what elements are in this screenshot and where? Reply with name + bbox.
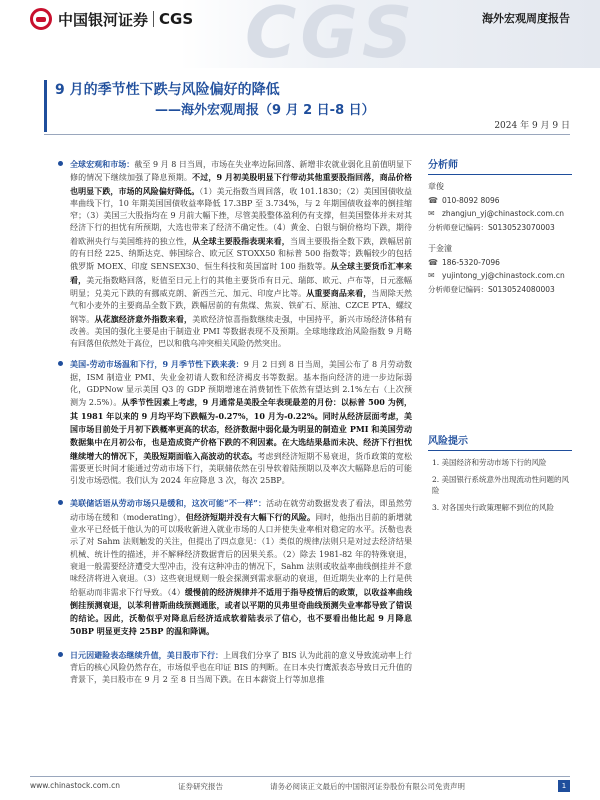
logo-cn-text: 中国银河证券 xyxy=(58,10,149,29)
page-number: 1 xyxy=(558,780,570,792)
bullet-icon xyxy=(58,361,63,366)
section-us-labor xyxy=(70,358,412,487)
analyst-email[interactable]: ✉ zhangjun_yj@chinastock.com.cn xyxy=(428,209,565,218)
main-content xyxy=(70,158,412,695)
title-divider xyxy=(44,134,570,135)
section-text: 考虑到经济短期不易衰退，货币政策的宽松需要更长时间才能通过劳动市场下行，美联储依然在引导软着陆预期以及率次大幅降息后的可能引发市场恐慌。我们认为 2024 年应降息 3 次，每次 25BP。 xyxy=(70,451,413,486)
analyst-phone: ☎ 186-5320-7096 xyxy=(428,258,500,267)
footer-label: 证券研究报告 xyxy=(178,782,223,791)
section-bold: 从全球主要股指表现来看， xyxy=(192,235,290,246)
section-global-macro xyxy=(70,158,412,350)
bullet-icon xyxy=(58,652,63,657)
section-text: 美元指数略回落，贬值至日元上行的其他主要货币有日元、瑞郎、欧元、卢布等，日元涨幅明显；兑美元下跌的有挪威克朗、新西兰元、加元、印度卢比等。 xyxy=(70,275,412,298)
brand-logo xyxy=(30,8,193,30)
risk-heading: 风险提示 xyxy=(428,432,572,451)
section-bold: 缓慢前的经济规律并不适用于指导疫情后的政策，以收益率曲线倒挂预测衰退，以苯利普斯曲线预测通胀，或者以平期的贝弗里奇曲线预测失业率都导致了错误的结论。因此，沃勒似乎对降息后经济适成软着陆表示了信心，也不要看出他比起 9 月降息 50BP 明显更支持 25BP 的温和降调。 xyxy=(70,586,412,637)
page-header xyxy=(0,0,600,68)
section-text: （1）美元指数当周回落，收 101.1830；（2）美国国债收益率曲线下行，10 年期美国国债收益率降低 17.3BP 至 3.734%，与 2 年期国债收益率的倒挂缩窄；（3）美国三大股指均在 9 月前大幅下挫，尽管美股整体盈利仍有支撑，但美国整体并未对其经济下行的担忧有所预期，大选也带来了经济不确定性。（4）黄金、白银与铜价格均下跌，期待着欧洲央行与美国维持的独立性， xyxy=(70,186,412,246)
logo-en-text: CGS xyxy=(159,10,194,28)
analyst-name: 章俊 xyxy=(428,182,444,191)
section-text: 美欧经济惊喜指数继续走强，中国持平，新兴市场经济体稍有改善。美国的强化主要是由于制造业 PMI 等数据表现不及预期。全球地缘政治风险指数 9 月略有回落但依然处于高位，巴以和俄乌冲突相关风险仍然突出。 xyxy=(70,314,413,349)
analyst-heading: 分析师 xyxy=(428,156,572,175)
risk-item: 1. 美国经济和劳动市场下行的风险 xyxy=(432,458,547,467)
logo-icon xyxy=(30,8,52,30)
section-lead: 美联储话语从劳动市场只是缓和，这次可能“不一样”： xyxy=(70,498,267,509)
risk-panel xyxy=(428,432,572,519)
phone-icon: ☎ xyxy=(428,196,438,205)
footer-url[interactable]: www.chinastock.com.cn xyxy=(30,781,120,790)
section-lead: 美国-劳动市场温和下行，9 月季节性下跌来袭： xyxy=(70,359,244,370)
risk-item: 3. 对各国央行政策理解不到位的风险 xyxy=(432,503,555,512)
section-text: 同时，他指出目前的新增就业水平已经低于他认为的可以吸收新进入就业市场的人口并使失业率相对稳定的水平。沃勒也表示了对 Sahm 法则触发的关注，但提出了四点意见：（1）类似的规律/法则只是对过去经济结果机械、统计性的描述，并不解释经济数据背后的因果关系。（2）除去 1981-82 年的特殊衰退，衰退一般需要经济遭受大型冲击，没有这种冲击的情况下，Sahm 法则或收益率曲线倒挂并不意味经济将进入衰退。（3）这些衰退规则一般会探测到需求驱动的衰退，但近期失业率的上行是供给驱动而非需求下行导致。（4） xyxy=(70,512,412,597)
logo-separator xyxy=(153,11,154,27)
section-lead: 全球宏观和市场： xyxy=(70,159,135,169)
analyst-card xyxy=(428,243,572,295)
phone-icon: ☎ xyxy=(428,258,438,267)
section-bold: 从花旗经济意外指数来看， xyxy=(94,313,193,324)
bullet-icon xyxy=(58,161,63,166)
section-bold: 但经济短期并没有大幅下行的风险。 xyxy=(185,511,316,522)
section-text: 截至 9 月 8 日当周，市场在失业率边际回落、新增非农就业弱化且前值明显下修的情况下继续加强了降息预期。 xyxy=(70,160,412,183)
analyst-sidebar xyxy=(428,156,572,305)
section-text: 当周除天然气和小麦外的主要商品全数下跌，跌幅居前的有焦煤、焦炭、铁矿石、原油、CZCE PTA、螺纹钢等。 xyxy=(70,288,413,324)
section-text: 活动在就劳动数据发表了看法，即虽然劳动市场在缓和（moderating）， xyxy=(70,499,413,522)
analyst-phone: ☎ 010-8092 8096 xyxy=(428,196,500,205)
email-icon: ✉ xyxy=(428,271,435,280)
analyst-cert: 分析师登记编码：S0130523070003 xyxy=(428,223,555,232)
analyst-cert: 分析师登记编码：S0130524080003 xyxy=(428,285,555,294)
section-bold: 不过，9 月初美股明显下行带动其他重要股指回落，商品价格也明显下跌，市场的风险偏好降低。 xyxy=(70,172,412,196)
section-lead: 日元因避险表态继续升值，美日股市下行： xyxy=(70,649,224,660)
bullet-icon xyxy=(58,500,63,505)
analyst-email[interactable]: ✉ yujintong_yj@chinastock.com.cn xyxy=(428,271,565,280)
footer-disclaimer: 请务必阅读正文最后的中国银河证券股份有限公司免责声明 xyxy=(270,782,465,791)
page-subtitle: ——海外宏观周报（9 月 2 日-8 日） xyxy=(155,103,375,118)
email-icon: ✉ xyxy=(428,209,435,218)
section-yen xyxy=(70,649,412,687)
section-text: 上周我们分享了 BIS 认为此前的意义导致流动率上行背后的核心风险仍然存在，市场似乎也在印证 BIS 的判断。在日本央行鹰派表态导致日元升值的背景下，美日股市在 9 月 2 至 8 日当周下跌。在日本薪资上行等加息推 xyxy=(70,650,412,685)
page-title: 9 月的季节性下跌与风险偏好的降低 xyxy=(55,82,280,98)
analyst-name: 于金潼 xyxy=(428,244,452,253)
page-footer xyxy=(30,776,570,794)
analyst-card xyxy=(428,181,572,233)
risk-item: 2. 美国银行系统意外出现流动性问题的风险 xyxy=(432,475,570,495)
report-type: 海外宏观周度报告 xyxy=(482,12,570,25)
watermark: CGS xyxy=(245,0,417,68)
section-bold: 从季节性因素上考虑，9 月通常是美股全年表现最差的月份：以标普 500 为例，其 1981 年以来的 9 月均平均下跌幅为-0.27%，10 月为-0.22%。同时从经济层面考虑，美国市场目前处于月初下跌概率更高的状态，经济数据中弱化最为明显的制造业 PMI 和美国劳动数据集中在月初公布，也是造成资产价格下跌的不利因素。在大选结果悬而未决、经济下行担忧继续增大的情况下，美股短期面临入高波动的状态。 xyxy=(70,397,412,461)
section-bold: 从重要商品来看， xyxy=(306,287,372,298)
section-text: 9 月 2 日到 8 日当周，美国公布了 8 月劳动数据，ISM 制造业 PMI、失业金初请人数和经济褐皮书等数据。基本指向经济的进一步边际弱化，GDPNow 显示美国 Q3 的 GDP 预期增速在消费韧性下依然有望达到 2.1%左右（上次预测为 2.5%）。 xyxy=(70,360,412,408)
section-text: 当周主要股指全数下跌，跌幅居前的有日经 225、纳斯达克、韩国综合、欧元区 STOXX50 和标普 500 指数等；跌幅较少的包括俄罗斯 MOEX、印度 SENSEX30、恒生科技和英国富时 100 指数等。 xyxy=(70,236,413,272)
section-bold: 从全球主要货币汇率来看， xyxy=(70,261,413,285)
section-fed-remarks xyxy=(70,497,412,638)
report-date: 2024 年 9 月 9 日 xyxy=(494,121,570,131)
title-block xyxy=(44,80,560,132)
